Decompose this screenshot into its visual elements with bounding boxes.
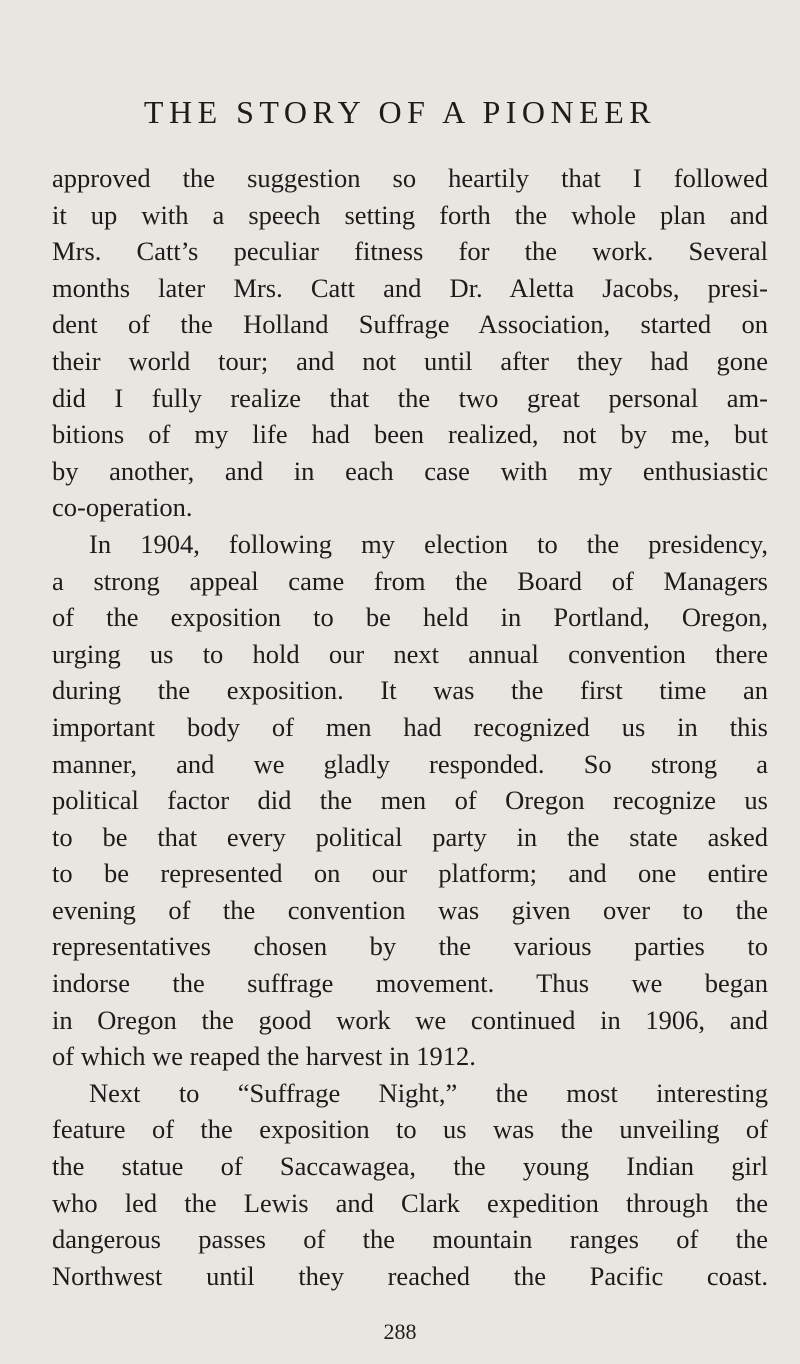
text-line: of the exposition to be held in Portland, Oregon, [52,602,768,633]
text-line: representatives chosen by the various parties to [52,931,768,962]
text-line: manner, and we gladly responded. So strong a [52,748,768,779]
text-line: who led the Lewis and Clark expedition through the [52,1187,768,1218]
text-line: by another, and in each case with my enthusiastic [52,455,768,486]
text-line: in Oregon the good work we continued in 1906, and [52,1004,768,1035]
text-line: approved the suggestion so heartily that I followed [52,163,768,193]
page-number: 288 [383,1319,417,1344]
text-line: bitions of my life had been realized, not by me, but [52,419,768,450]
text-line: the statue of Saccawagea, the young Indian girl [52,1151,768,1182]
text-line: feature of the exposition to us was the unveiling of [52,1114,768,1145]
text-line: In 1904, following my election to the presidency, [89,528,768,559]
text-line: of which we reaped the harvest in 1912. [52,1041,476,1072]
text-line: months later Mrs. Catt and Dr. Aletta Jacobs, presi- [52,272,768,303]
text-line: Mrs. Catt’s peculiar fitness for the work. Several [52,236,768,267]
text-line: dent of the Holland Suffrage Association, started on [52,309,768,340]
running-head: THE STORY OF A PIONEER [143,94,657,130]
text-line: Next to “Suffrage Night,” the most interesting [89,1077,768,1108]
text-line: important body of men had recognized us in this [52,711,768,742]
text-line: to be represented on our platform; and one entire [52,858,768,889]
text-line: their world tour; and not until after they had gone [52,345,768,376]
text-line: dangerous passes of the mountain ranges of the [52,1224,768,1255]
text-line: Northwest until they reached the Pacific coast. [52,1260,768,1291]
text-line: evening of the convention was given over to the [52,894,768,925]
text-line: to be that every political party in the state asked [52,821,768,852]
text-line: indorse the suffrage movement. Thus we began [52,968,768,999]
text-line: a strong appeal came from the Board of Managers [52,565,768,596]
text-line: did I fully realize that the two great personal am- [52,382,768,413]
text-line: political factor did the men of Oregon recognize us [52,785,768,816]
text-line: urging us to hold our next annual convention there [52,638,768,669]
text-line: co-operation. [52,492,193,523]
text-line: during the exposition. It was the first time an [52,675,768,706]
text-line: it up with a speech setting forth the whole plan and [52,199,768,230]
body-text [52,160,768,1294]
